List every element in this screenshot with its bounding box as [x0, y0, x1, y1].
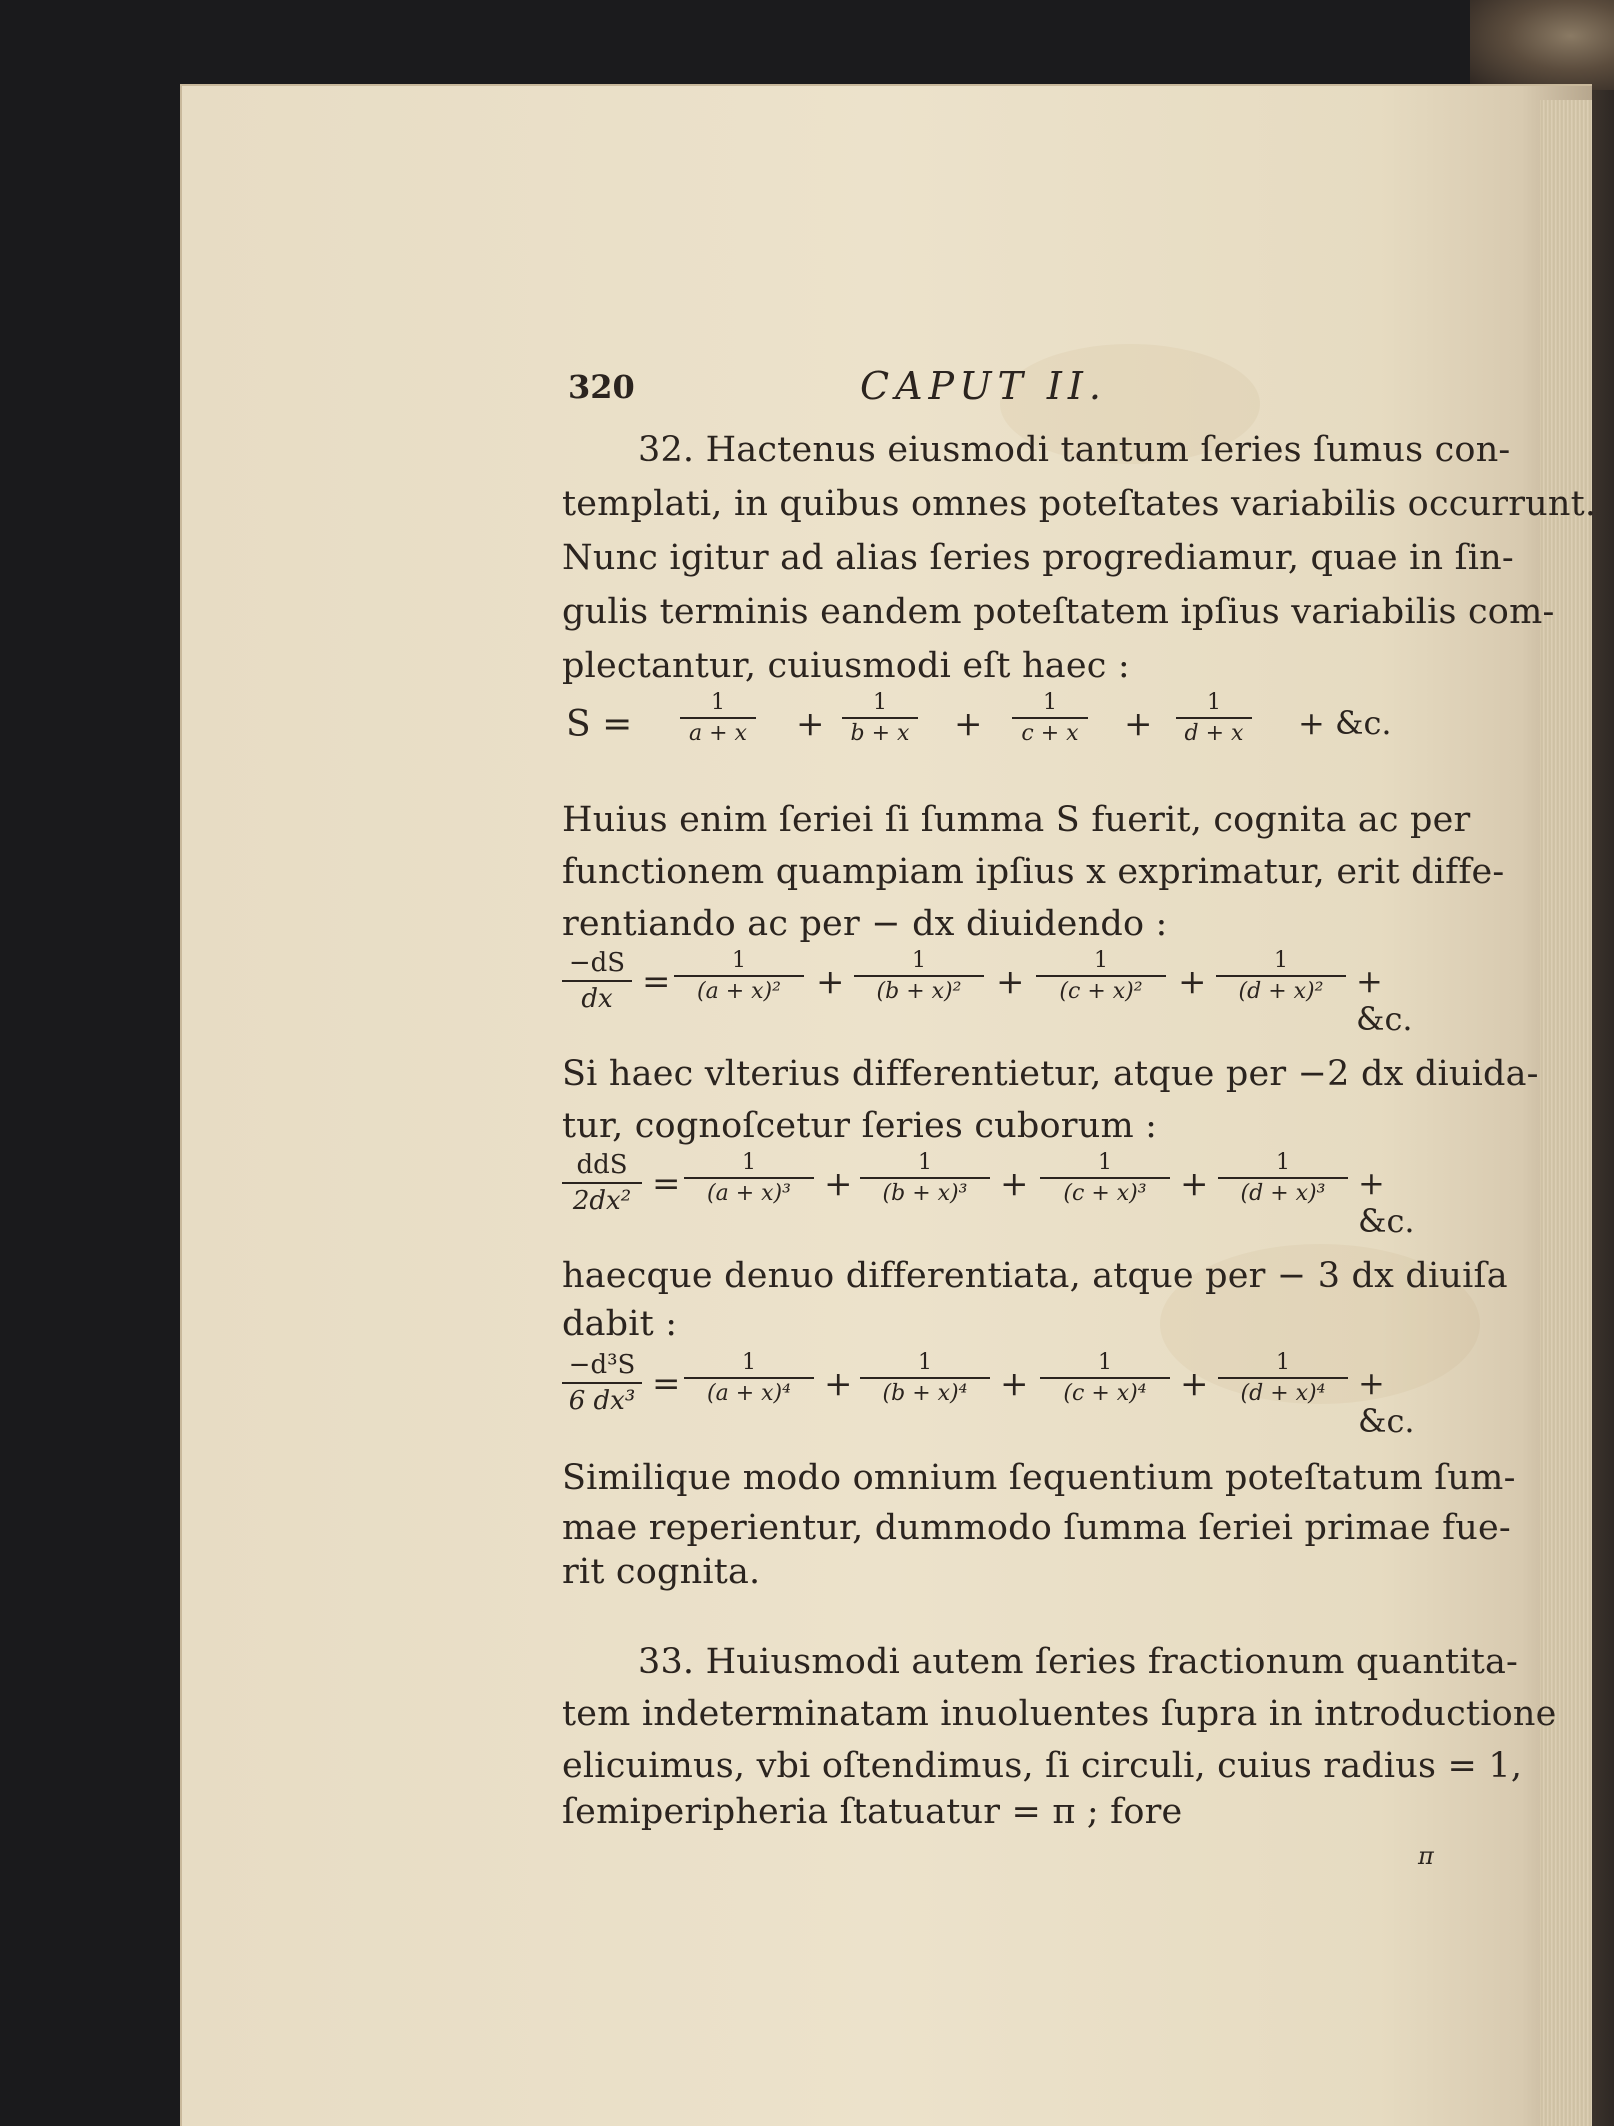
plus-sign: +: [824, 1364, 853, 1404]
fraction: 1 (b + x)²: [854, 948, 984, 1004]
equation-2: [562, 948, 1442, 1036]
plus-sign: +: [1124, 704, 1153, 744]
lhs-fraction: −dS dx: [562, 948, 632, 1014]
fraction: 1 a + x: [680, 690, 756, 746]
equals-sign: =: [652, 1164, 681, 1204]
fraction: 1 (b + x)⁴: [860, 1350, 990, 1406]
paragraph-32-line: 32. Hactenus eiusmodi tantum ſeries ſumus con-: [638, 430, 1511, 470]
equation-1: [562, 690, 1442, 778]
plus-sign: +: [996, 962, 1025, 1002]
text-line: haecque denuo differentiata, atque per − 3 dx diuiſa: [562, 1256, 1508, 1296]
fraction: 1 (d + x)³: [1218, 1150, 1348, 1206]
plus-sign: +: [1178, 962, 1207, 1002]
plus-sign: +: [1000, 1364, 1029, 1404]
text-line: dabit :: [562, 1304, 678, 1344]
dark-background: [0, 0, 180, 2126]
text-line: Huius enim ſeriei ſi ſumma S fuerit, cognita ac per: [562, 800, 1471, 840]
book-cover-corner: [1470, 0, 1614, 90]
paragraph-33-line: ſemiperipheria ſtatuatur = π ; fore: [562, 1792, 1183, 1832]
page-number: 320: [568, 368, 635, 406]
etcetera: + &c.: [1358, 1164, 1415, 1240]
lhs-fraction: −d³S 6 dx³: [562, 1350, 642, 1416]
plus-sign: +: [816, 962, 845, 1002]
equals-sign: =: [652, 1364, 681, 1404]
plus-sign: +: [824, 1164, 853, 1204]
paragraph-33-line: 33. Huiusmodi autem ſeries fractionum quantita-: [638, 1642, 1519, 1682]
fraction: 1 (a + x)²: [674, 948, 804, 1004]
text-line: Similique modo omnium ſequentium poteſtatum ſum-: [562, 1458, 1516, 1498]
fraction: 1 c + x: [1012, 690, 1088, 746]
text-line: mae reperientur, dummodo ſumma ſeriei primae fue-: [562, 1508, 1511, 1548]
plus-sign: +: [1000, 1164, 1029, 1204]
text-line: tur, cognoſcetur ſeries cuborum :: [562, 1106, 1158, 1146]
plus-sign: +: [1180, 1164, 1209, 1204]
etcetera: + &c.: [1298, 704, 1392, 742]
plus-sign: +: [796, 704, 825, 744]
plus-sign: +: [954, 704, 983, 744]
fraction: 1 (c + x)²: [1036, 948, 1166, 1004]
text-line: rit cognita.: [562, 1552, 761, 1592]
text-line: Si haec vlterius differentietur, atque per −2 dx diuida-: [562, 1054, 1539, 1094]
etcetera: + &c.: [1358, 1364, 1415, 1440]
equals-sign: =: [642, 962, 671, 1002]
fraction: 1 (a + x)⁴: [684, 1350, 814, 1406]
catchword: π: [1418, 1842, 1434, 1870]
paragraph-32-line: gulis terminis eandem poteſtatem ipſius variabilis com-: [562, 592, 1555, 632]
fraction: 1 (c + x)⁴: [1040, 1350, 1170, 1406]
running-head: CAPUT II.: [860, 364, 1107, 408]
fraction: 1 (b + x)³: [860, 1150, 990, 1206]
fraction: 1 (a + x)³: [684, 1150, 814, 1206]
equation-4: [562, 1350, 1442, 1438]
fraction: 1 b + x: [842, 690, 918, 746]
paragraph-32-line: Nunc igitur ad alias ſeries progrediamur, quae in ſin-: [562, 538, 1514, 578]
equation-1-lhs: S =: [566, 704, 633, 745]
fraction: 1 d + x: [1176, 690, 1252, 746]
fraction: 1 (c + x)³: [1040, 1150, 1170, 1206]
lhs-fraction: ddS 2dx²: [562, 1150, 642, 1216]
paragraph-32-line: plectantur, cuiusmodi eſt haec :: [562, 646, 1130, 686]
text-line: functionem quampiam ipſius x exprimatur, erit diffe-: [562, 852, 1505, 892]
fraction: 1 (d + x)²: [1216, 948, 1346, 1004]
plus-sign: +: [1180, 1364, 1209, 1404]
paragraph-33-line: tem indeterminatam inuoluentes ſupra in introductione: [562, 1694, 1557, 1734]
etcetera: + &c.: [1356, 962, 1413, 1038]
paragraph-33-line: elicuimus, vbi oſtendimus, ſi circuli, cuius radius = 1,: [562, 1746, 1523, 1786]
paragraph-32-line: templati, in quibus omnes poteſtates variabilis occurrunt.: [562, 484, 1597, 524]
equation-3: [562, 1150, 1442, 1238]
fraction: 1 (d + x)⁴: [1218, 1350, 1348, 1406]
text-line: rentiando ac per − dx diuidendo :: [562, 904, 1168, 944]
page-fore-edge: [1540, 100, 1592, 2126]
